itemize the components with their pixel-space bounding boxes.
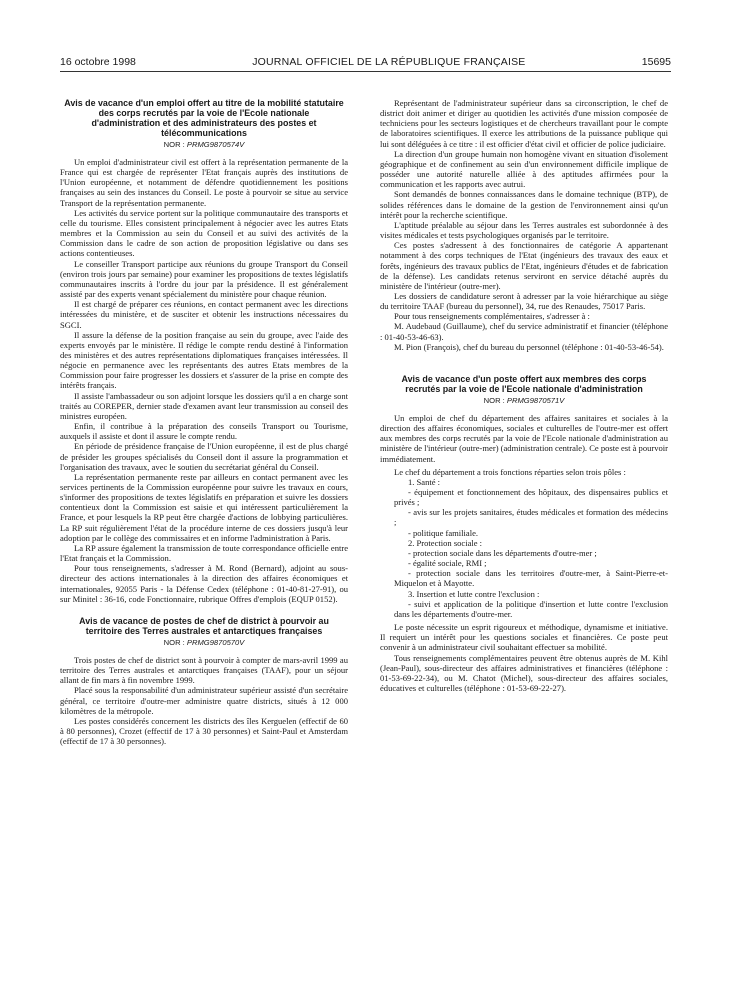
paragraph: Il est chargé de préparer ces réunions, en contact permanent avec les directions intéressées du ministère, et de susciter et obtenir les instructions nécessaires du SGCI. (60, 299, 348, 330)
nor-label: NOR : (163, 140, 185, 149)
paragraph: La RP assure également la transmission de toute correspondance officielle entre l'Etat français et la Commission. (60, 542, 348, 564)
paragraph: Il assure la défense de la position française au sein du groupe, avec l'aide des experts envoyés par le ministère. Il rédige le compte rendu destiné à l'information des ministères et des autres représentations diplomatiques françaises intéressées. Il négocie en permanence avec les représentants des autres Etats membres de la Commission pour faire progresser les dossiers et s'assurer de la prise en compte des intérêts français. (60, 329, 348, 391)
pole-item: - suivi et application de la politique d'insertion et lutte contre l'exclusion dans les départements d'outre-mer. (394, 598, 668, 619)
paragraph: Représentant de l'administrateur supérieur dans sa circonscription, le chef de district doit animer et diriger au quotidien les activités d'une mission composée de techniciens pour les secteurs logistiques et de chercheurs travaillant pour le compte de laboratoires scientifiques. Il exerce les attributions de la puissance publique qui lui sont déléguées à ce titre : il est officier d'état civil et officier de police judiciaire. (380, 98, 668, 149)
right-column (380, 98, 668, 693)
paragraph: Un emploi d'administrateur civil est offert à la représentation permanente de la France qui est chargée de représenter l'Etat français auprès des institutions de l'Union européenne, et notamment de défendre quotidiennement les positions françaises au sein des instances du Conseil. Le poste à pourvoir se situe au service Transport de la représentation permanente. (60, 157, 348, 208)
paragraph: L'aptitude préalable au séjour dans les Terres australes est subordonnée à des visites médicales et tests psychologiques organisés par le territoire. (380, 219, 668, 241)
header-page-number: 15695 (641, 56, 671, 68)
paragraph: Pour tous renseignements, s'adresser à M. Rond (Bernard), adjoint au sous-directeur des actions internationales à la direction des affaires économiques et internationales, 92055 Paris - la Défense Cedex (téléphone : 01-40-81-27-91), ou sur Minitel : 36-16, code Fonctionnaire, rubrique Offres d'emplois (EQUP 0152). (60, 563, 348, 604)
pole-item: - protection sociale dans les départements d'outre-mer ; (408, 547, 597, 558)
header-journal-title: JOURNAL OFFICIEL DE LA RÉPUBLIQUE FRANÇAISE (252, 56, 526, 68)
pole-label: 1. Santé : (408, 476, 441, 487)
paragraph: Ces postes s'adressent à des fonctionnaires de catégorie A appartenant notamment à des corps techniques de l'Etat (ingénieurs des travaux des eaux et forêts, ingénieurs des travaux publics de l'Etat, ingénieurs d'études et de fabrication de la défense). Les candidats retenus serviront en service détaché auprès du ministère de l'intérieur (outre-mer). (380, 240, 668, 291)
paragraph: M. Audebaud (Guillaume), chef du service administratif et financier (téléphone : 01-40-53-46-63). (380, 321, 668, 342)
paragraph: Enfin, il contribue à la préparation des conseils Transport ou Tourisme, auxquels il assiste et dont il assure le compte rendu. (60, 421, 348, 442)
pole-item: - politique familiale. (408, 527, 479, 538)
notice-2-nor (60, 638, 348, 648)
notice-2-title: Avis de vacance de postes de chef de district à pourvoir au territoire des Terres australes et antarctiques françaises (79, 615, 329, 636)
paragraph: Tous renseignements complémentaires peuvent être obtenus auprès de M. Kihl (Jean-Paul), sous-directeur des affaires administratives et financières (téléphone : 01-53-69-22-34), ou M. Chatot (Michel), sous-directeur des affaires sociales, éducatives et culturelles (téléphone : 01-53-69-22-27). (380, 652, 668, 693)
section-gap (380, 352, 668, 374)
notice-1-title: Avis de vacance d'un emploi offert au titre de la mobilité statutaire des corps recrutés par la voie de l'Ecole nationale d'administration et des administrateurs des postes et télécommunications (64, 98, 344, 138)
paragraph: Pour tous renseignements complémentaires, s'adresser à : (394, 311, 590, 322)
pole-label: 3. Insertion et lutte contre l'exclusion : (408, 588, 540, 599)
paragraph: Trois postes de chef de district sont à pourvoir à compter de mars-avril 1999 au territoire des Terres australes et antarctiques françaises (TAAF), pour un séjour allant de fin mars à fin novembre 1999. (60, 654, 348, 686)
pole-item: - équipement et fonctionnement des hôpitaux, des dispensaires publics et privés ; (394, 487, 668, 508)
paragraph: Les activités du service portent sur la politique communautaire des transports et celle du tourisme. Elles consistent principalement à négocier avec les autres Etats membres et la Commission au sein du Conseil et au suivi des activités de la Commission dans le cadre de son action de proposition législative ou dans ses actions contentieuses. (60, 207, 348, 259)
header-date: 16 octobre 1998 (60, 56, 136, 68)
paragraph: Les dossiers de candidature seront à adresser par la voie hiérarchique au siège du territoire TAAF (bureau du personnel), 34, rue des Renaudes, 75017 Paris. (380, 290, 668, 312)
page-header (60, 52, 671, 72)
pole-label: 2. Protection sociale : (408, 537, 483, 548)
paragraph: M. Pion (François), chef du bureau du personnel (téléphone : 01-40-53-46-54). (394, 341, 664, 352)
paragraph: Le chef du département a trois fonctions réparties selon trois pôles : (394, 466, 626, 477)
paragraph: Le conseiller Transport participe aux réunions du groupe Transport du Conseil (environ trois jours par semaine) pour examiner les propositions de textes législatifs communautaires inscrits à l'ordre du jour par la présidence. Il est généralement assisté par des experts venant spécialement du ministère pour chaque réunion. (60, 258, 348, 300)
notice-3-title: Avis de vacance d'un poste offert aux membres des corps recrutés par la voie de l'Ecole nationale d'administration (401, 373, 647, 394)
paragraph: Les postes considérés concernent les districts des îles Kerguelen (effectif de 60 à 80 personnes), Crozet (effectif de 17 à 30 personnes) et Saint-Paul et Amsterdam (effectif de 17 à 30 personnes). (60, 715, 348, 747)
paragraph: Sont demandés de bonnes connaissances dans le domaine technique (BTP), de solides références dans le domaine de la gestion de l'environnement ainsi qu'un intérêt pour la recherche scientifique. (380, 189, 668, 220)
left-column (60, 98, 348, 746)
notice-1-nor (60, 140, 348, 150)
paragraph: La représentation permanente reste par ailleurs en contact permanent avec les services pertinents de la Commission européenne pour suivre les travaux en cours, s'informer des propositions de textes législatifs en préparation et suivre les dossiers contentieux dont la Commission est saisie et qui intéressent particulièrement la France, et pour lesquels la RP peut être chargée d'actions de lobbying particulières. La RP suit régulièrement l'état de la procédure interne de ces dossiers jusqu'à leur adoption par le collège des commissaires et en informe l'administration à Paris. (60, 471, 348, 543)
nor-label: NOR : (483, 395, 505, 405)
pole-item: - avis sur les projets sanitaires, études médicales et formation des médecins ; (394, 507, 668, 528)
nor-label: NOR : (163, 637, 185, 647)
paragraph: Il assiste l'ambassadeur ou son adjoint lorsque les dossiers qu'il a en charge sont traités au COREPER, dernier stade d'examen avant leur transmission au conseil des ministres européen. (60, 390, 348, 421)
section-gap (60, 604, 348, 616)
nor-code: PRMG9870570V (186, 637, 245, 647)
notice-3-nor (380, 396, 668, 406)
nor-code: PRMG9870571V (506, 395, 565, 405)
nor-code: PRMG9870574V (186, 140, 245, 149)
paragraph: Un emploi de chef du département des affaires sanitaires et sociales à la direction des affaires économiques, sociales et culturelles de l'outre-mer est offert aux membres des corps recrutés par la voie de l'Ecole nationale d'administration au ministère de l'intérieur (outre-mer) (administration centrale). Ce poste est à pourvoir immédiatement. (380, 412, 668, 464)
paragraph: La direction d'un groupe humain non homogène vivant en situation d'isolement géographique et de confinement au sein d'un environnement difficile implique de posséder une autorité naturelle alliée à des aptitudes affirmées pour la communication et les rapports avec autrui. (380, 148, 668, 190)
pole-item: - protection sociale dans les territoires d'outre-mer, à Saint-Pierre-et-Miquelon et à Mayotte. (394, 568, 668, 589)
paragraph: Placé sous la responsabilité d'un administrateur supérieur assisté d'un secrétaire général, ce territoire d'outre-mer administre quatre districts, situés à 12 000 kilomètres de la métropole. (60, 685, 348, 716)
paragraph: En période de présidence française de l'Union européenne, il est de plus chargé de présider les groupes spécialisés du Conseil dont il assure la programmation et l'organisation des travaux, avec le soutien du secrétariat général du Conseil. (60, 441, 348, 472)
pole-item: - égalité sociale, RMI ; (408, 558, 487, 569)
paragraph: Le poste nécessite un esprit rigoureux et méthodique, dynamisme et initiative. Il requiert un intérêt pour les questions sociales et financières. Ce poste peut convenir à un administrateur civil souhaitant effectuer sa mobilité. (380, 622, 668, 653)
